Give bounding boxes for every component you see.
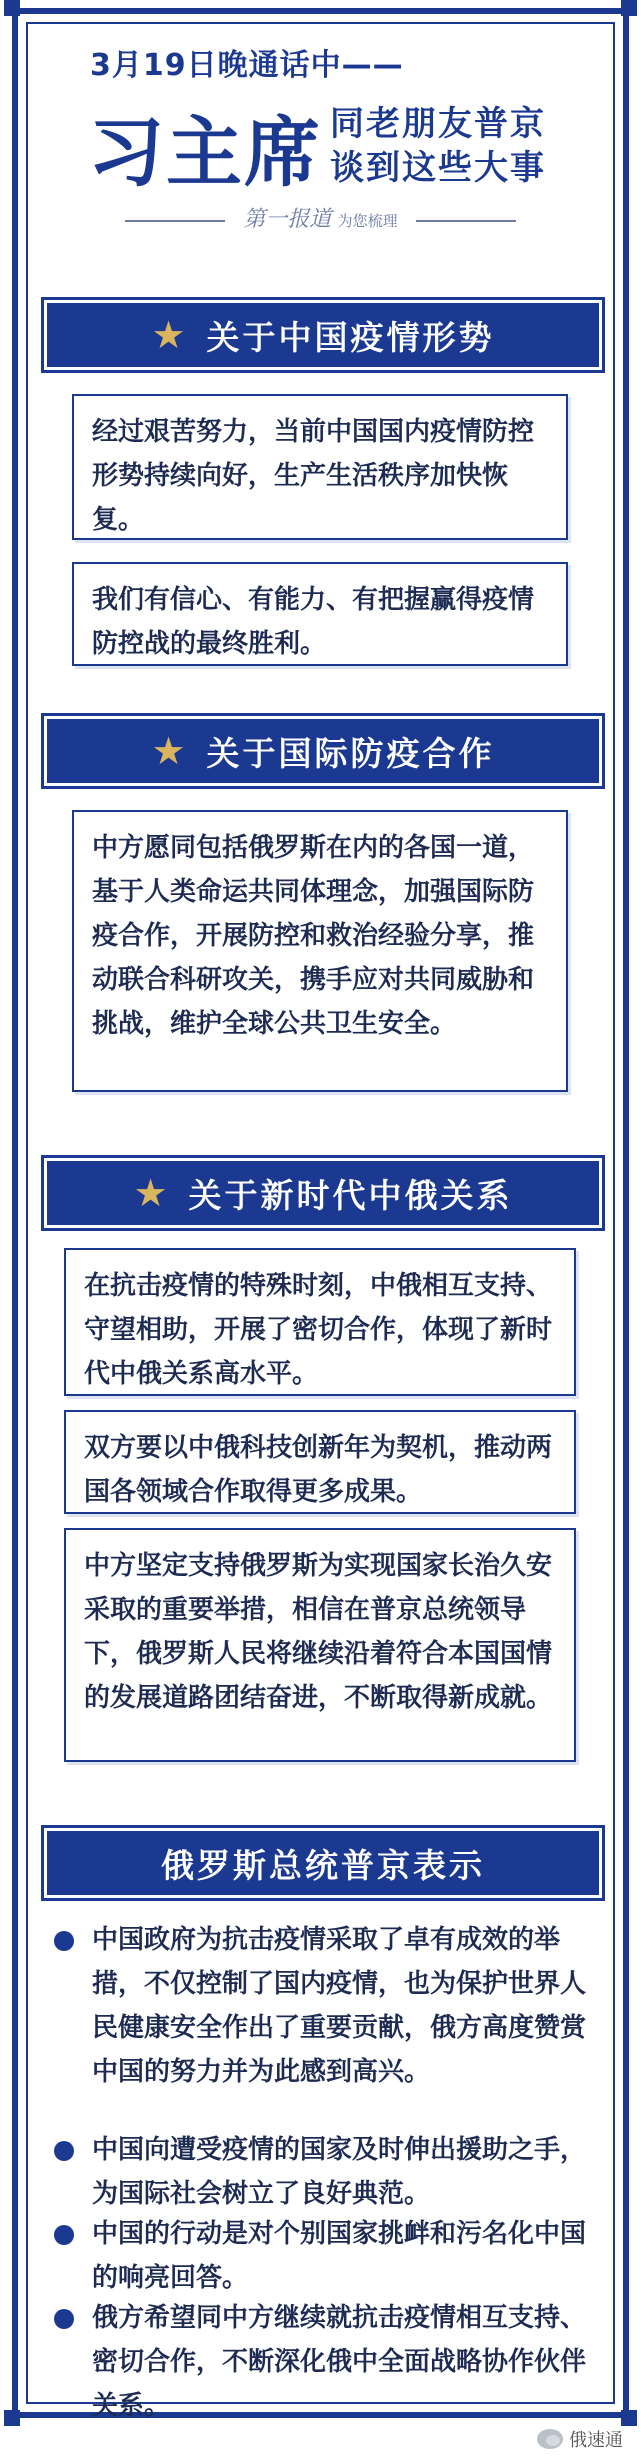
divider (416, 220, 516, 222)
source-suffix: 为您梳理 (337, 212, 398, 230)
watermark-text: 俄速通 (569, 2430, 623, 2451)
list-item-text: 中国政府为抗击疫情采取了卓有成效的举措，不仅控制了国内疫情，也为保护世界人民健康安全作出了重要贡献，俄方高度赞赏中国的努力并为此感到高兴。 (92, 1925, 587, 2087)
divider (125, 220, 225, 222)
paragraph: 在抗击疫情的特殊时刻，中俄相互支持、守望相助，开展了密切合作，体现了新时代中俄关系高水平。 (84, 1271, 553, 1389)
text-box (64, 1410, 576, 1514)
section-banner (44, 1158, 602, 1228)
paragraph: 双方要以中俄科技创新年为契机，推动两国各领域合作取得更多成果。 (84, 1433, 553, 1507)
text-box (72, 394, 568, 540)
source-brand: 第一报道 (243, 207, 332, 232)
section-banner (44, 716, 602, 786)
star-icon: ★ (133, 1171, 171, 1215)
section-title: 关于国际防疫合作 (206, 733, 495, 773)
star-icon: ★ (151, 313, 189, 357)
source-line (0, 202, 641, 233)
paragraph: 中方坚定支持俄罗斯为实现国家长治久安采取的重要举措，相信在普京总统领导下，俄罗斯人民将继续沿着符合本国国情的发展道路团结奋进，不断取得新成就。 (84, 1551, 553, 1713)
bullet-dot-icon (54, 2141, 74, 2161)
text-box (72, 810, 568, 1092)
corner-ornament (621, 2410, 637, 2426)
headline-subtitle-1: 同老朋友普京 (330, 104, 546, 144)
watermark (537, 2426, 623, 2452)
corner-ornament (4, 0, 20, 16)
text-box (64, 1248, 576, 1396)
list-item-text: 中国向遭受疫情的国家及时伸出援助之手，为国际社会树立了良好典范。 (92, 2135, 587, 2209)
paragraph: 经过艰苦努力，当前中国国内疫情防控形势持续向好，生产生活秩序加快恢复。 (92, 417, 535, 535)
paragraph: 中方愿同包括俄罗斯在内的各国一道，基于人类命运共同体理念，加强国际防疫合作，开展防控和救治经验分享，推动联合科研攻关，携手应对共同威胁和挑战，维护全球公共卫生安全。 (92, 833, 535, 1039)
star-icon: ★ (151, 729, 189, 773)
corner-ornament (621, 0, 637, 16)
section-title: 俄罗斯总统普京表示 (161, 1845, 485, 1885)
date-line: 3月19日晚通话中—— (90, 48, 404, 83)
section-banner (44, 1828, 602, 1898)
section-title: 关于新时代中俄关系 (188, 1175, 513, 1215)
text-box (72, 562, 568, 666)
list-item-text: 俄方希望同中方继续就抗击疫情相互支持、密切合作，不断深化俄中全面战略协作伙伴关系。 (92, 2303, 587, 2421)
list-item-text: 中国的行动是对个别国家挑衅和污名化中国的响亮回答。 (92, 2219, 587, 2293)
bullet-dot-icon (54, 2309, 74, 2329)
headline-title: 习主席 (88, 108, 322, 197)
section-title: 关于中国疫情形势 (206, 317, 495, 357)
section-banner (44, 300, 602, 370)
corner-ornament (4, 2410, 20, 2426)
bullet-dot-icon (54, 2225, 74, 2245)
wechat-icon (537, 2429, 563, 2449)
paragraph: 我们有信心、有能力、有把握赢得疫情防控战的最终胜利。 (92, 585, 535, 659)
text-box (64, 1528, 576, 1762)
headline-subtitle-2: 谈到这些大事 (330, 148, 546, 188)
bullet-dot-icon (54, 1931, 74, 1951)
